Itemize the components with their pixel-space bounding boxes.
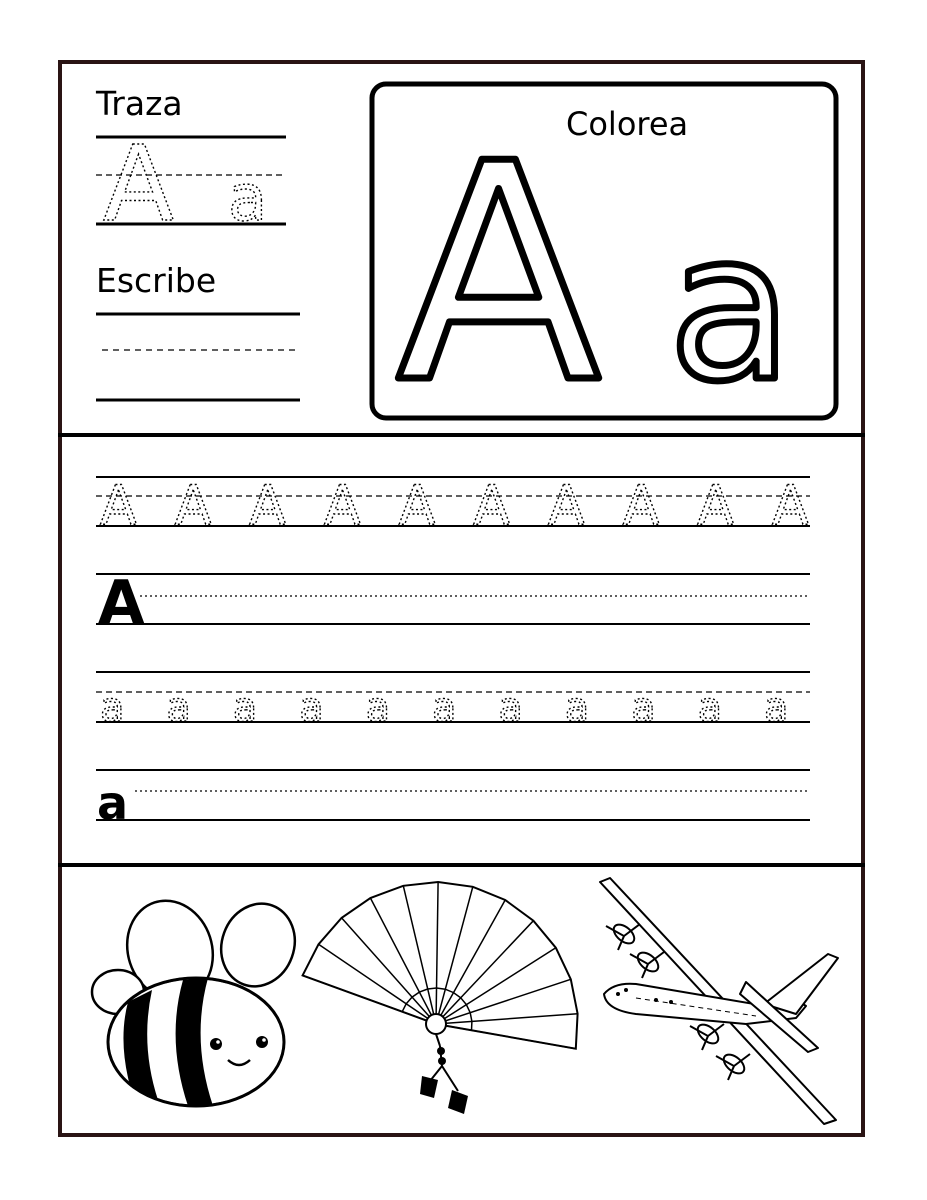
trace-letter-upper: A	[249, 474, 287, 537]
trace-letter-upper: A	[398, 474, 436, 537]
trace-letter-lower: a	[228, 162, 268, 236]
trace-letter-lower: a	[498, 685, 523, 731]
model-letter-upper: A	[98, 568, 145, 638]
model-letter-lower: a	[97, 776, 129, 830]
airplane-icon	[596, 874, 846, 1129]
write-label: Escribe	[96, 261, 217, 300]
trace-letter-upper: A	[174, 474, 212, 537]
color-label: Colorea	[566, 105, 689, 143]
trace-letter-upper: A	[772, 474, 809, 537]
trace-letter-lower: a	[166, 685, 191, 731]
trace-letter-upper: A	[100, 474, 137, 537]
trace-letter-lower: a	[697, 685, 723, 731]
trace-letter-lower: a	[631, 685, 656, 731]
trace-letter-lower: a	[100, 685, 125, 731]
trace-letter-lower: a	[365, 685, 391, 731]
trace-letter-upper: A	[697, 474, 735, 537]
trace-letter-upper: A	[548, 474, 585, 537]
trace-letter-upper: A	[103, 123, 175, 245]
color-letter-lower: a	[668, 190, 794, 427]
trace-label: Traza	[96, 84, 183, 123]
trace-letter-lower: a	[432, 685, 457, 731]
color-letter-upper: A	[396, 100, 602, 449]
trace-letter-upper: A	[324, 474, 361, 537]
trace-letter-upper: A	[622, 474, 660, 537]
trace-row-upper	[100, 474, 809, 537]
trace-letter-lower: a	[564, 685, 590, 731]
trace-letter-upper: A	[473, 474, 511, 537]
trace-letter-lower: a	[232, 685, 258, 731]
folding-fan-icon	[308, 876, 578, 1126]
bee-icon	[88, 890, 303, 1110]
trace-letter-lower: a	[299, 685, 324, 731]
trace-row-lower	[100, 685, 789, 731]
trace-letter-lower: a	[764, 685, 789, 731]
